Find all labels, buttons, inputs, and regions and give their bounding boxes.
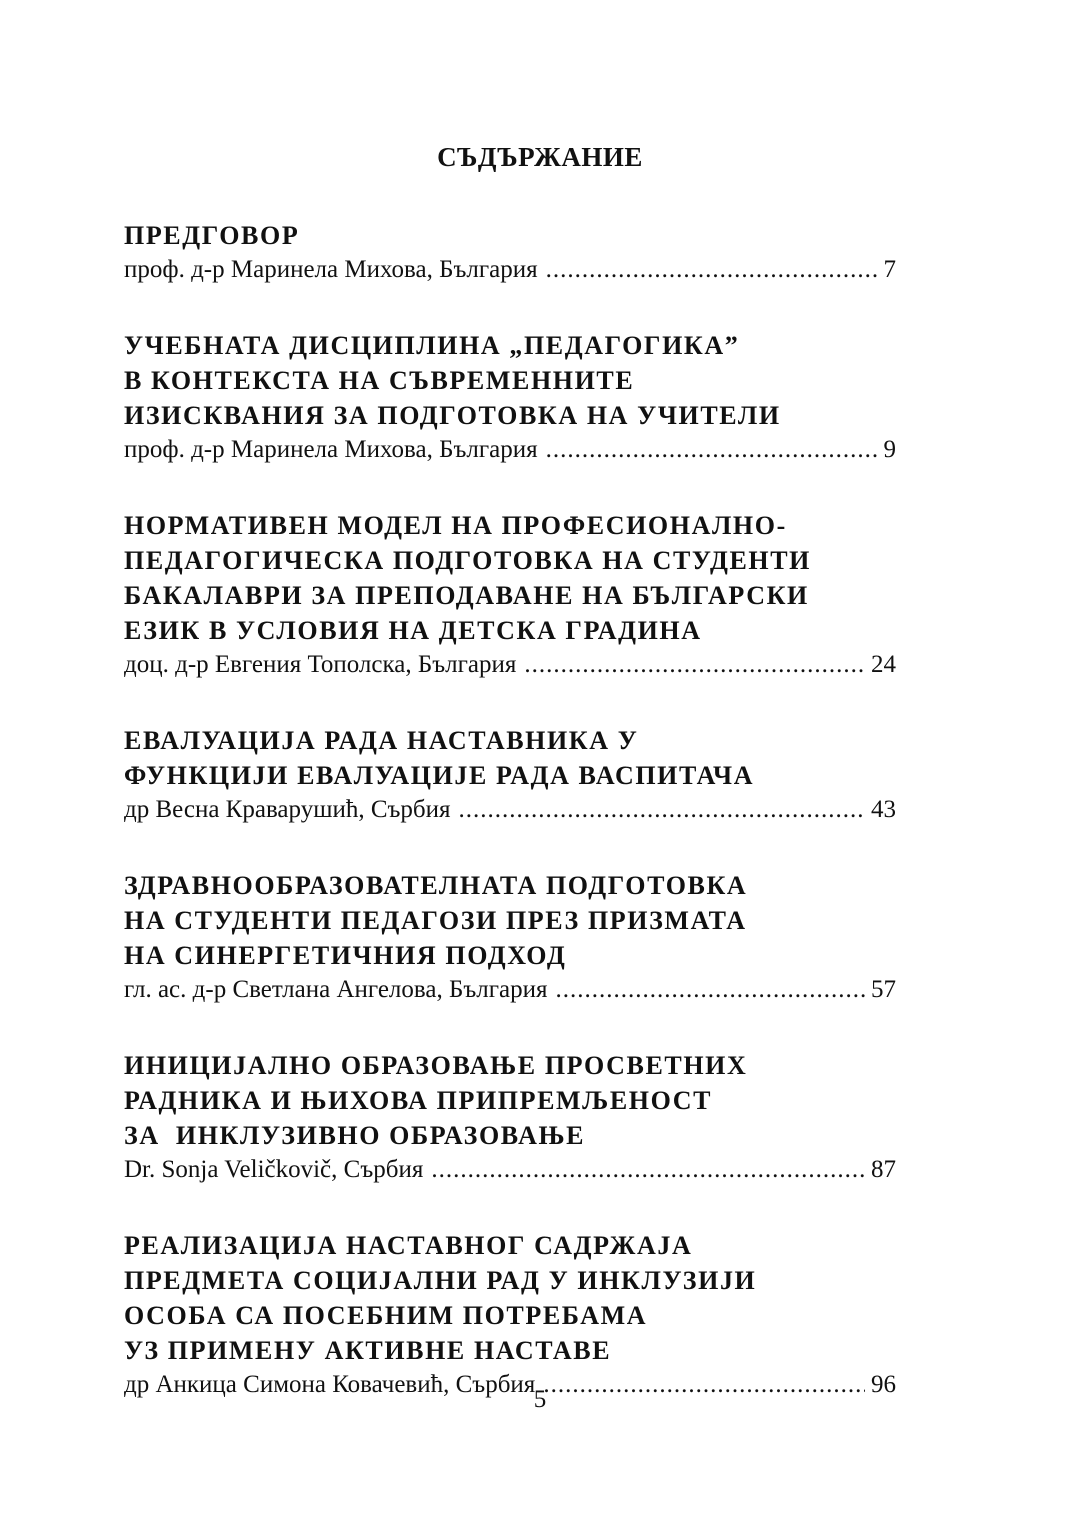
toc-entry [124, 1048, 896, 1186]
toc-entry [124, 218, 896, 286]
entry-author: Dr. Sonja Veličkovič, Сърбия [124, 1156, 424, 1183]
entry-title: ЕВАЛУАЦИЈА РАДА НАСТАВНИКА У ФУНКЦИЈИ ЕВАЛУАЦИЈЕ РАДА ВАСПИТАЧА [124, 726, 755, 790]
entry-page-number: 43 [871, 796, 896, 823]
entry-page-number: 9 [883, 436, 896, 463]
entry-author: проф. д-р Маринела Михова, България [124, 256, 538, 283]
entry-title: РЕАЛИЗАЦИЈА НАСТАВНОГ САДРЖАЈА ПРЕДМЕТА СОЦИЈАЛНИ РАД У ИНКЛУЗИЈИ ОСОБА СА ПОСЕБНИМ ПОТРЕБАМА УЗ ПРИМЕНУ АКТИВНЕ НАСТАВЕ [124, 1231, 757, 1365]
entry-title: ЗДРАВНООБРАЗОВАТЕЛНАТА ПОДГОТОВКА НА СТУДЕНТИ ПЕДАГОЗИ ПРЕЗ ПРИЗМАТА НА СИНЕРГЕТИЧНИЯ ПОДХОД [124, 871, 748, 970]
entry-page-number: 87 [871, 1156, 896, 1183]
toc-entry [124, 723, 896, 826]
entry-page-number: 24 [871, 651, 896, 678]
dot-leader [459, 793, 865, 826]
dot-leader [546, 253, 878, 286]
toc-entry [124, 508, 896, 681]
entry-author: др Весна Краварушић, Сърбия [124, 796, 451, 823]
entry-title: УЧЕБНАТА ДИСЦИПЛИНА „ПЕДАГОГИКА” В КОНТЕКСТА НА СЪВРЕМЕННИТЕ ИЗИСКВАНИЯ ЗА ПОДГОТОВКА НА УЧИТЕЛИ [124, 331, 781, 430]
entry-title: ИНИЦИЈАЛНО ОБРАЗОВАЊЕ ПРОСВЕТНИХ РАДНИКА И ЊИХОВА ПРИПРЕМЉЕНОСТ ЗА ИНКЛУЗИВНО ОБРАЗОВАЊЕ [124, 1051, 748, 1150]
dot-leader [555, 973, 865, 1006]
entry-page-number: 57 [871, 976, 896, 1003]
dot-leader [431, 1153, 865, 1186]
entry-line [124, 793, 896, 826]
page-number: 5 [533, 1386, 547, 1413]
table-of-contents [124, 218, 896, 1443]
entry-author: доц. д-р Евгения Тополска, България [124, 651, 517, 678]
entry-author: проф. д-р Маринела Михова, България [124, 436, 538, 463]
entry-line [124, 1153, 896, 1186]
entry-line [124, 433, 896, 466]
entry-title: НОРМАТИВЕН МОДЕЛ НА ПРОФЕСИОНАЛНО- ПЕДАГОГИЧЕСКА ПОДГОТОВКА НА СТУДЕНТИ БАКАЛАВРИ ЗА ПРЕПОДАВАНЕ НА БЪЛГАРСКИ ЕЗИК В УСЛОВИЯ НА ДЕТСКА ГРАДИНА [124, 511, 811, 645]
dot-leader [546, 433, 878, 466]
toc-entry [124, 328, 896, 466]
entry-page-number: 96 [871, 1371, 896, 1398]
entry-line [124, 648, 896, 681]
entry-author: др Анкица Симона Ковачевић, Сърбия [124, 1371, 536, 1398]
toc-entry [124, 1228, 896, 1401]
dot-leader [524, 648, 865, 681]
entry-line [124, 253, 896, 286]
entry-page-number: 7 [883, 256, 896, 283]
entry-line [124, 973, 896, 1006]
entry-author: гл. ас. д-р Светлана Ангелова, България [124, 976, 548, 1003]
toc-entry [124, 868, 896, 1006]
page-title: СЪДЪРЖАНИЕ [437, 142, 643, 172]
entry-title: ПРЕДГОВОР [124, 221, 300, 250]
